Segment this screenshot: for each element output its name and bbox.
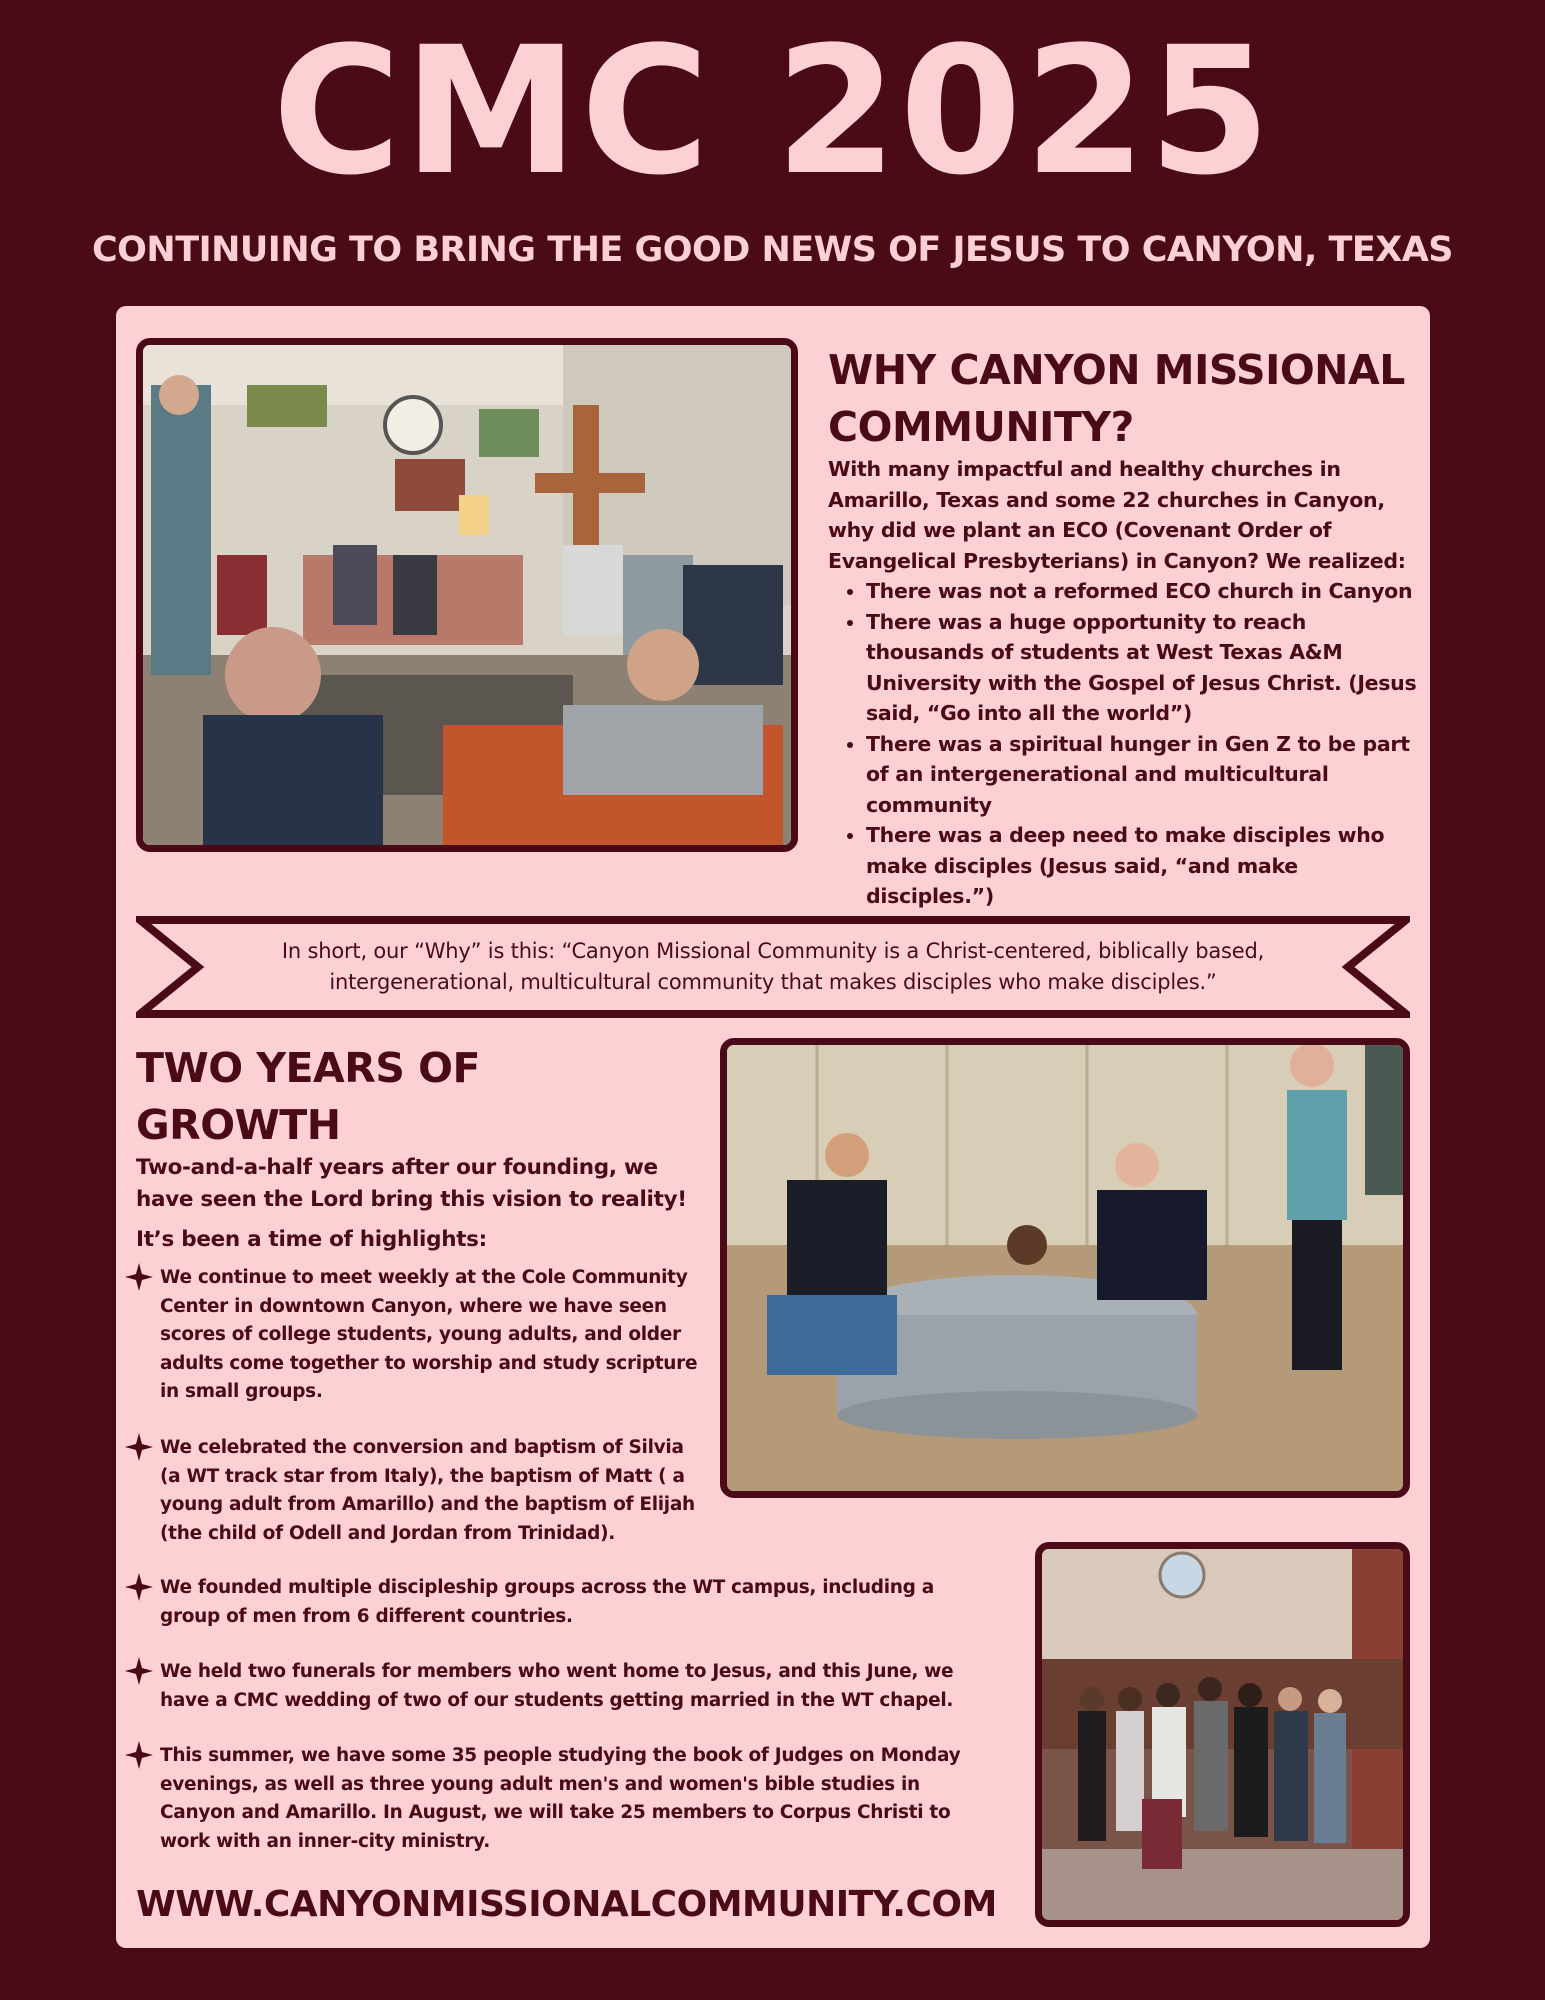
why-summary-banner [136,914,1410,1020]
sparkle-icon [124,1262,154,1292]
highlight-text: We founded multiple discipleship groups across the WT campus, including a group of men from 6 different countries. [160,1577,934,1627]
why-heading: WHY CANYON MISSIONAL COMMUNITY? [828,346,1405,451]
photo-living-room-gathering [136,338,798,852]
why-bullet: • There was a huge opportunity to reach thousands of students at West Texas A&M University with the Gospel of Jesus Christ. (Jesus said, “Go into all the world”) [866,607,1420,729]
highlight-item [160,1264,704,1407]
why-bullet: • There was a deep need to make disciples who make disciples (Jesus said, “and make disciples.”) [866,820,1420,912]
highlight-item [160,1658,980,1715]
why-bullet: • There was a spiritual hunger in Gen Z to be part of an intergenerational and multicultural community [866,729,1420,821]
sparkle-icon [124,1432,154,1462]
why-bullet: • There was not a reformed ECO church in Canyon [866,576,1420,607]
highlight-item [160,1742,980,1856]
sparkle-icon [124,1656,154,1686]
page-subtitle: CONTINUING TO BRING THE GOOD NEWS OF JESUS TO CANYON, TEXAS [91,230,1454,270]
photo-baptism [720,1038,1410,1498]
highlight-text: We continue to meet weekly at the Cole Community Center in downtown Canyon, where we have seen scores of college students, young adults, and older adults come together to worship and study scripture in small groups. [160,1267,698,1402]
growth-lead: It’s been a time of highlights: [136,1227,487,1252]
why-body [828,454,1420,912]
growth-heading: TWO YEARS OF GROWTH [136,1044,480,1149]
highlight-text: We celebrated the conversion and baptism of Silvia (a WT track star from Italy), the baptism of Matt ( a young adult from Amarillo) and the baptism of Elijah (the child of Odell and Jordan from Trinidad). [160,1437,695,1544]
sparkle-icon [124,1572,154,1602]
photo-chapel-group [1035,1542,1410,1927]
banner-text: In short, our “Why” is this: “Canyon Missional Community is a Christ-centered, biblically based, intergenerational, multicultural community that makes disciples who make disciples.” [281,939,1265,994]
highlight-item [160,1434,704,1548]
growth-intro: Two-and-a-half years after our founding, we have seen the Lord bring this vision to reality! [136,1155,687,1212]
why-bullet-list [828,576,1420,912]
sparkle-icon [124,1740,154,1770]
highlight-item [160,1574,960,1631]
why-intro: With many impactful and healthy churches in Amarillo, Texas and some 22 churches in Canyon, why did we plant an ECO (Covenant Order of Evangelical Presbyterians) in Canyon? We realized: [828,457,1406,573]
website-link[interactable]: WWW.CANYONMISSIONALCOMMUNITY.COM [136,1884,997,1925]
highlight-text: This summer, we have some 35 people studying the book of Judges on Monday evenings, as well as three young adult men's and women's bible studies in Canyon and Amarillo. In August, we will take 25 members to Corpus Christi to work with an inner-city ministry. [160,1745,961,1852]
page-title: CMC 2025 [272,9,1273,214]
highlight-text: We held two funerals for members who went home to Jesus, and this June, we have a CMC wedding of two of our students getting married in the WT chapel. [160,1661,954,1711]
content-card [116,306,1430,1948]
